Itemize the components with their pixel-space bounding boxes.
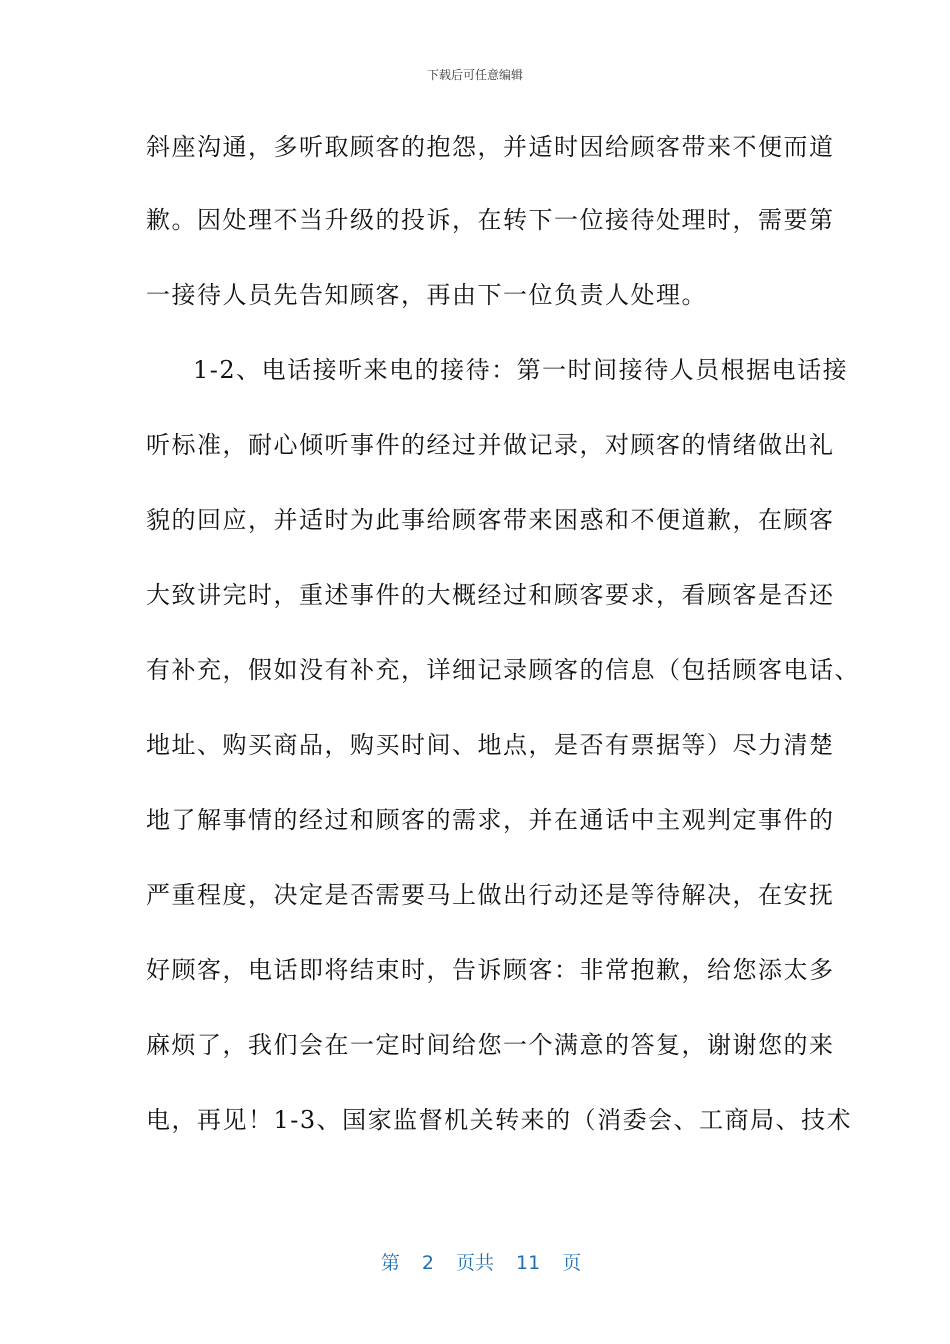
text-line: 大致讲完时，重述事件的大概经过和顾客要求，看顾客是否还 — [146, 581, 835, 609]
text-line: 电，再见！1-3、国家监督机关转来的（消委会、工商局、技术 — [146, 1106, 853, 1134]
footer-prefix: 第 — [380, 1252, 400, 1274]
text-line: 斜座沟通，多听取顾客的抱怨，并适时因给顾客带来不便而道 — [146, 133, 835, 161]
footer-middle: 页共 — [455, 1252, 494, 1274]
text-line: 严重程度，决定是否需要马上做出行动还是等待解决，在安抚 — [146, 881, 835, 909]
footer-total-pages: 11 — [516, 1252, 541, 1274]
header-note: 下载后可任意编辑 — [426, 68, 523, 82]
text-line: 听标准，耐心倾听事件的经过并做记录，对顾客的情绪做出礼 — [146, 431, 835, 459]
text-line: 好顾客，电话即将结束时，告诉顾客：非常抱歉，给您添太多 — [146, 956, 835, 984]
text-line: 1-2、电话接听来电的接待：第一时间接待人员根据电话接 — [193, 356, 849, 384]
text-line: 貌的回应，并适时为此事给顾客带来困惑和不便道歉，在顾客 — [146, 506, 835, 534]
text-line: 地了解事情的经过和顾客的需求，并在通话中主观判定事件的 — [146, 806, 835, 834]
footer-current-page: 2 — [421, 1252, 434, 1274]
text-line: 歉。因处理不当升级的投诉，在转下一位接待处理时，需要第 — [146, 206, 835, 234]
text-line: 地址、购买商品，购买时间、地点，是否有票据等）尽力清楚 — [146, 731, 835, 759]
text-line: 有补充，假如没有补充，详细记录顾客的信息（包括顾客电话、 — [146, 656, 860, 684]
text-line: 一接待人员先告知顾客，再由下一位负责人处理。 — [146, 281, 707, 309]
page-footer — [0, 1226, 950, 1275]
footer-suffix: 页 — [562, 1252, 582, 1274]
text-line: 麻烦了，我们会在一定时间给您一个满意的答复，谢谢您的来 — [146, 1031, 835, 1059]
